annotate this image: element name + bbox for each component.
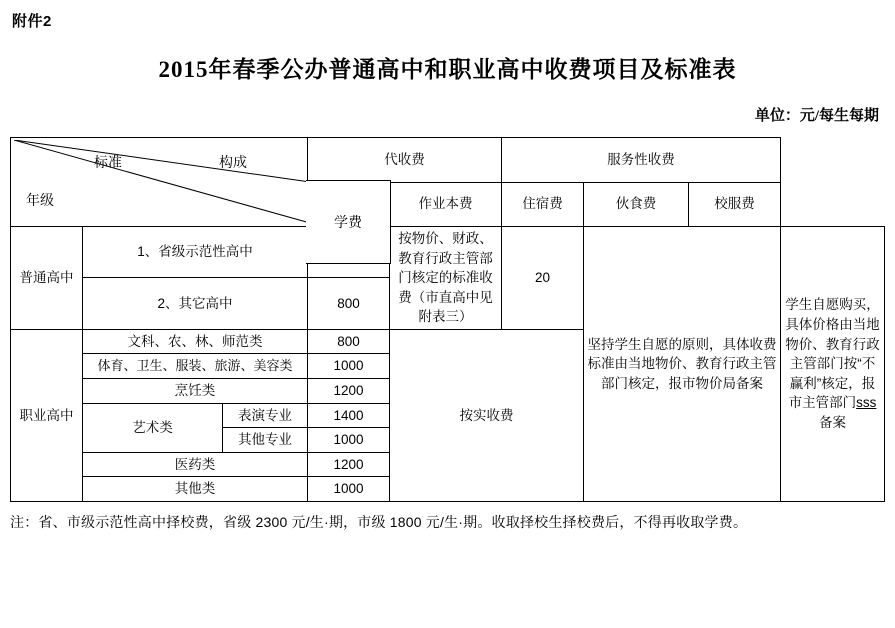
- row-item-tuition-4: 1200: [308, 378, 390, 403]
- header-uniform-fee: 校服费: [689, 182, 781, 227]
- row-item-name-0: 1、省级示范性高中: [83, 227, 308, 278]
- header-accommodation-fee: 住宿费: [502, 182, 584, 227]
- row-item-tuition-8: 1000: [308, 477, 390, 502]
- row-group-vocational-high: 职业高中: [11, 329, 83, 501]
- row-item-name-3: 体育、卫生、服装、旅游、美容类: [83, 354, 308, 379]
- unit-note: 单位：元/每生每期: [754, 108, 879, 124]
- uniform-text-part-1: 学生自愿购买，具体价格由当地物价、教育行政主管部门按“不赢利”核定，报市主管部门: [785, 297, 880, 411]
- page-title: 2015年春季公办普通高中和职业高中收费项目及标准表: [158, 57, 737, 82]
- header-service-fee: 服务性收费: [502, 138, 781, 183]
- row-item-tuition-5: 1400: [308, 403, 390, 428]
- table-footnote: 注：省、市级示范性高中择校费，省级 2300 元/生·期，市级 1800 元/生·期。收取择校生择校费后，不得再收取学费。: [10, 513, 748, 530]
- uniform-text-underline: sss: [856, 395, 877, 411]
- cell-workbook-value: 20: [502, 227, 584, 330]
- row-item-name-4: 烹饪类: [83, 378, 308, 403]
- row-item-tuition-3: 1000: [308, 354, 390, 379]
- row-item-name-5: 艺术类: [83, 403, 223, 452]
- header-label-composition: 构成: [219, 154, 247, 170]
- row-item-tuition-7: 1200: [308, 452, 390, 477]
- row-item-sub-5: 表演专业: [223, 403, 308, 428]
- row-group-general-high: 普通高中: [11, 227, 83, 330]
- row-item-tuition-1: 800: [308, 278, 390, 329]
- fee-table: [10, 137, 885, 502]
- diagonal-lines-icon: [14, 140, 311, 224]
- header-meal-fee: 伙食费: [584, 182, 689, 227]
- row-item-name-2: 文科、农、林、师范类: [83, 329, 308, 354]
- row-item-tuition-6: 1000: [308, 428, 390, 453]
- cell-textbook-vocational: 按实收费: [390, 329, 584, 501]
- row-item-name-7: 医药类: [83, 452, 308, 477]
- table-header-row-1: [11, 138, 885, 183]
- table-row: [11, 227, 885, 278]
- header-label-standard: 标准: [94, 154, 122, 170]
- cell-service-accommodation-meal: 坚持学生自愿的原则，具体收费标准由当地物价、教育行政主管部门核定，报市物价局备案: [584, 227, 781, 502]
- header-tuition: 学费: [306, 180, 391, 264]
- header-workbook-fee: 作业本费: [390, 182, 502, 227]
- header-corner-cell: [11, 138, 308, 227]
- header-agency-fee: 代收费: [308, 138, 502, 183]
- cell-textbook-general: 按物价、财政、教育行政主管部门核定的标准收费（市直高中见附表三）: [390, 227, 502, 330]
- row-item-sub-6: 其他专业: [223, 428, 308, 453]
- header-label-grade: 年级: [26, 192, 54, 208]
- row-item-name-1: 2、其它高中: [83, 278, 308, 329]
- attachment-label: 附件2: [12, 13, 52, 30]
- cell-uniform-fee-text: [781, 227, 885, 502]
- row-item-name-8: 其他类: [83, 477, 308, 502]
- uniform-text-part-2: 备案: [819, 414, 847, 430]
- row-item-tuition-2: 800: [308, 329, 390, 354]
